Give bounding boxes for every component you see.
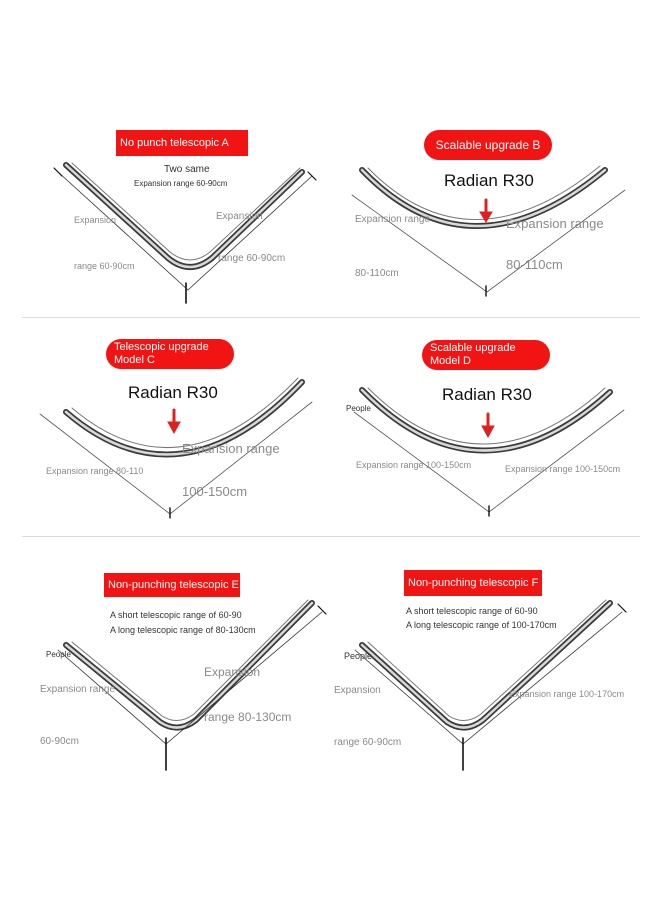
panel-e-left-value: 60-90cm [40,736,79,747]
panel-e-people: People [46,650,71,659]
panel-f-note-short: A short telescopic range of 60-90 [406,606,538,616]
panel-c-tag-line2: Model C [114,354,155,366]
panel-b-tag: Scalable upgrade B [424,130,552,160]
panel-d-radian: Radian R30 [442,385,532,404]
panel-d-right-label: Expansion range 100-150cm [505,464,621,474]
panel-a-left-range: range 60-90cm [74,261,135,271]
panel-c-right-label: Expansion range [182,441,280,456]
panel-d-tag-line1: Scalable upgrade [430,342,516,354]
panel-c-radian: Radian R30 [128,383,218,402]
panel-d-left-label: Expansion range 100-150cm [356,460,472,470]
panel-f-left-word: Expansion [334,685,381,696]
panel-c-right-value: 100-150cm [182,484,248,499]
panel-b-right-label: Expansion range [506,216,604,231]
panel-f-people: People [344,651,373,661]
panel-d-people: People [346,404,371,413]
panel-f-left-range: range 60-90cm [334,737,402,748]
rail-d [354,388,624,516]
panel-a-note-title: Two same [164,164,210,175]
panel-b-right-value: 80-110cm [506,257,563,272]
panel-a-right-range: range 60-90cm [218,253,286,264]
panel-a-left-word: Expansion [74,215,117,225]
panel-c-left-label: Expansion range 80-110 [46,466,144,476]
panel-f-tag: Non-punching telescopic F [404,570,542,596]
panel-e-tag: Non-punching telescopic E [104,573,240,597]
panel-e-right-range: range 80-130cm [204,710,292,724]
panel-b-radian: Radian R30 [444,171,534,190]
panel-b-left-label: Expansion range [355,214,431,225]
panel-b-left-value: 80-110cm [355,268,399,279]
panel-f-note-long: A long telescopic range of 100-170cm [406,620,557,630]
panel-c-tag-line1: Telescopic upgrade [114,341,209,353]
panel-c-tag [106,339,234,369]
panel-d-tag-line2: Model D [430,355,471,367]
panel-a-right-word: Expansion [216,211,263,222]
panel-a-tag: No punch telescopic A [116,130,248,156]
panel-f-right-label: Expansion range 100-170cm [509,689,625,699]
panel-e-note-short: A short telescopic range of 60-90 [110,610,242,620]
panel-e-left-label: Expansion range [40,684,116,695]
panel-d-tag [422,340,550,370]
panel-a-note-range: Expansion range 60-90cm [134,179,228,188]
panel-e-right-word: Expansion [204,665,261,679]
panel-e-note-long: A long telescopic range of 80-130cm [110,625,256,635]
